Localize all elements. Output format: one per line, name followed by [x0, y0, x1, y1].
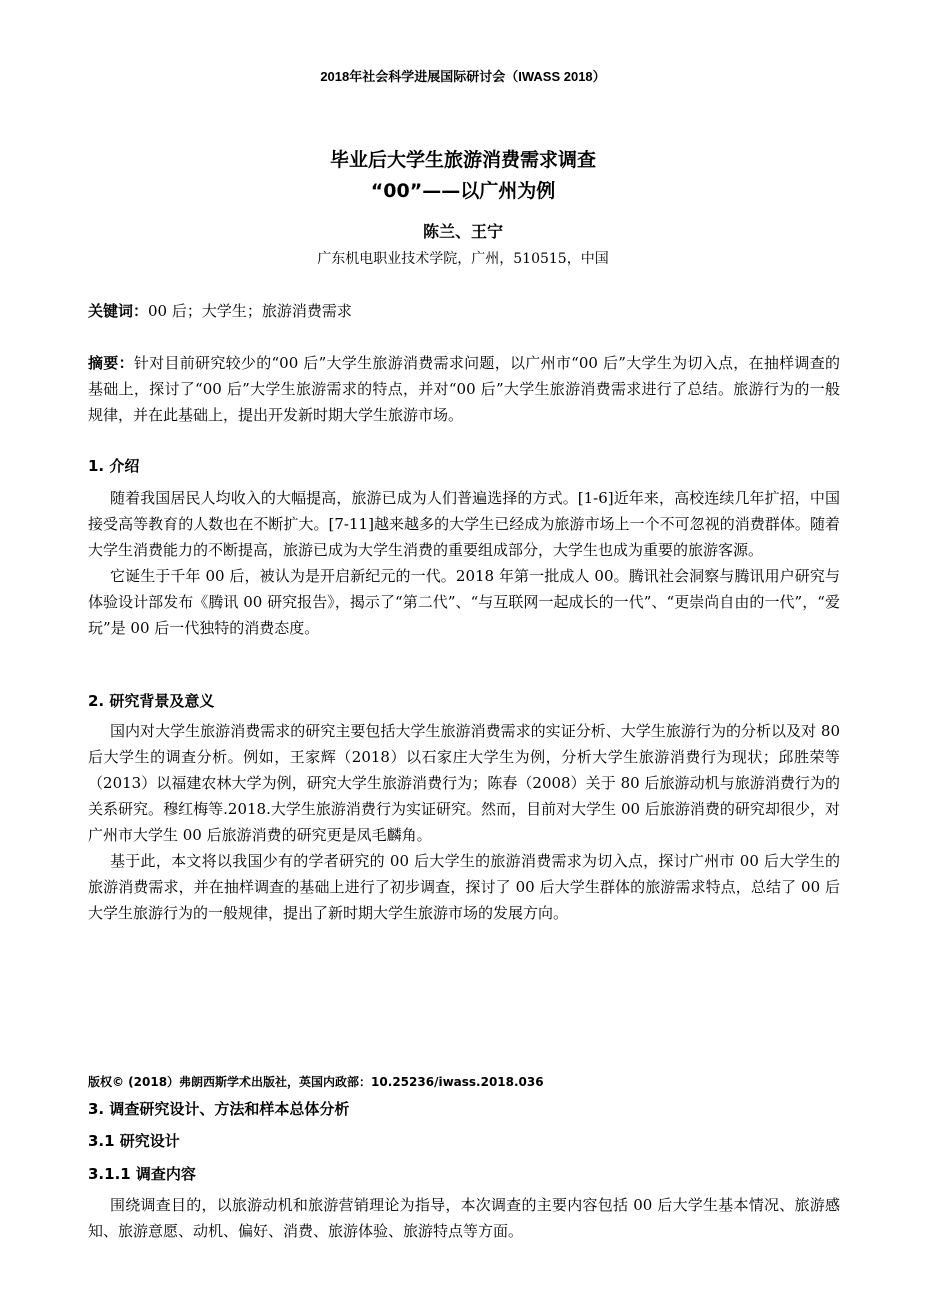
subsubsection-heading-content: 3.1.1 调查内容: [88, 1165, 196, 1183]
authors: 陈兰、王宁: [422, 222, 503, 241]
section-heading-survey: 3. 调查研究设计、方法和样本总体分析: [88, 1100, 350, 1118]
copyright-notice: 版权© (2018）弗朗西斯学术出版社，英国内政部：10.25236/iwass.2018.036: [88, 1075, 544, 1089]
keywords: [88, 298, 840, 324]
section-body-background: [88, 718, 840, 926]
paragraph: 国内对大学生旅游消费需求的研究主要包括大学生旅游消费需求的实证分析、大学生旅游行为的分析以及对 80 后大学生的调查分析。例如，王家辉（2018）以石家庄大学生为例，分析大学生旅游消费行为现状；邱胜荣等（2013）以福建农林大学为例，研究大学生旅游消费行为；陈春（2008）关于 80 后旅游动机与旅游消费行为的关系研究。穆红梅等.2018.大学生旅游消费行为实证研究。然而，目前对大学生 00 后旅游消费的研究却很少，对广州市大学生 00 后旅游消费的研究更是凤毛麟角。: [88, 722, 840, 844]
keywords-label: 关键词：: [88, 302, 149, 320]
paragraph: 它诞生于千年 00 后，被认为是开启新纪元的一代。2018 年第一批成人 00。腾讯社会洞察与腾讯用户研究与体验设计部发布《腾讯 00 研究报告》，揭示了“第二代”、“与互联网一起成长的一代”、“更崇尚自由的一代”，“爱玩”是 00 后一代独特的消费态度。: [88, 567, 840, 637]
section-body-intro: [88, 485, 840, 641]
subsection-heading-design: 3.1 研究设计: [88, 1132, 180, 1150]
section-heading-intro: 1. 介绍: [88, 457, 140, 475]
abstract: [88, 350, 840, 428]
abstract-label: 摘要：: [88, 354, 134, 372]
abstract-text: 针对目前研究较少的“00 后”大学生旅游消费需求问题，以广州市“00 后”大学生为切入点，在抽样调查的基础上，探讨了“00 后”大学生旅游需求的特点，并对“00 后”大学生旅游消费需求进行了总结。旅游行为的一般规律，并在此基础上，提出开发新时期大学生旅游市场。: [88, 354, 840, 424]
paragraph: 基于此，本文将以我国少有的学者研究的 00 后大学生的旅游消费需求为切入点，探讨广州市 00 后大学生的旅游消费需求，并在抽样调查的基础上进行了初步调查，探讨了 00 后大学生群体的旅游需求特点，总结了 00 后大学生旅游行为的一般规律，提出了新时期大学生旅游市场的发展方向。: [88, 852, 840, 922]
section-heading-background: 2. 研究背景及意义: [88, 692, 215, 710]
paragraph: 随着我国居民人均收入的大幅提高，旅游已成为人们普遍选择的方式。[1-6]近年来，高校连续几年扩招，中国接受高等教育的人数也在不断扩大。[7-11]越来越多的大学生已经成为旅游市场上一个不可忽视的消费群体。随着大学生消费能力的不断提高，旅游已成为大学生消费的重要组成部分，大学生也成为重要的旅游客源。: [88, 489, 840, 559]
paragraph: 围绕调查目的，以旅游动机和旅游营销理论为指导，本次调查的主要内容包括 00 后大学生基本情况、旅游感知、旅游意愿、动机、偏好、消费、旅游体验、旅游特点等方面。: [88, 1196, 840, 1240]
keywords-text: 00 后；大学生；旅游消费需求: [148, 302, 352, 320]
section-body-survey: [88, 1192, 840, 1244]
paper-subtitle: “00”——以广州为例: [370, 180, 556, 202]
paper-title: 毕业后大学生旅游消费需求调查: [329, 149, 596, 171]
affiliation: 广东机电职业技术学院，广州，510515，中国: [317, 251, 609, 267]
conference-header: 2018年社会科学进展国际研讨会（IWASS 2018）: [320, 69, 606, 84]
